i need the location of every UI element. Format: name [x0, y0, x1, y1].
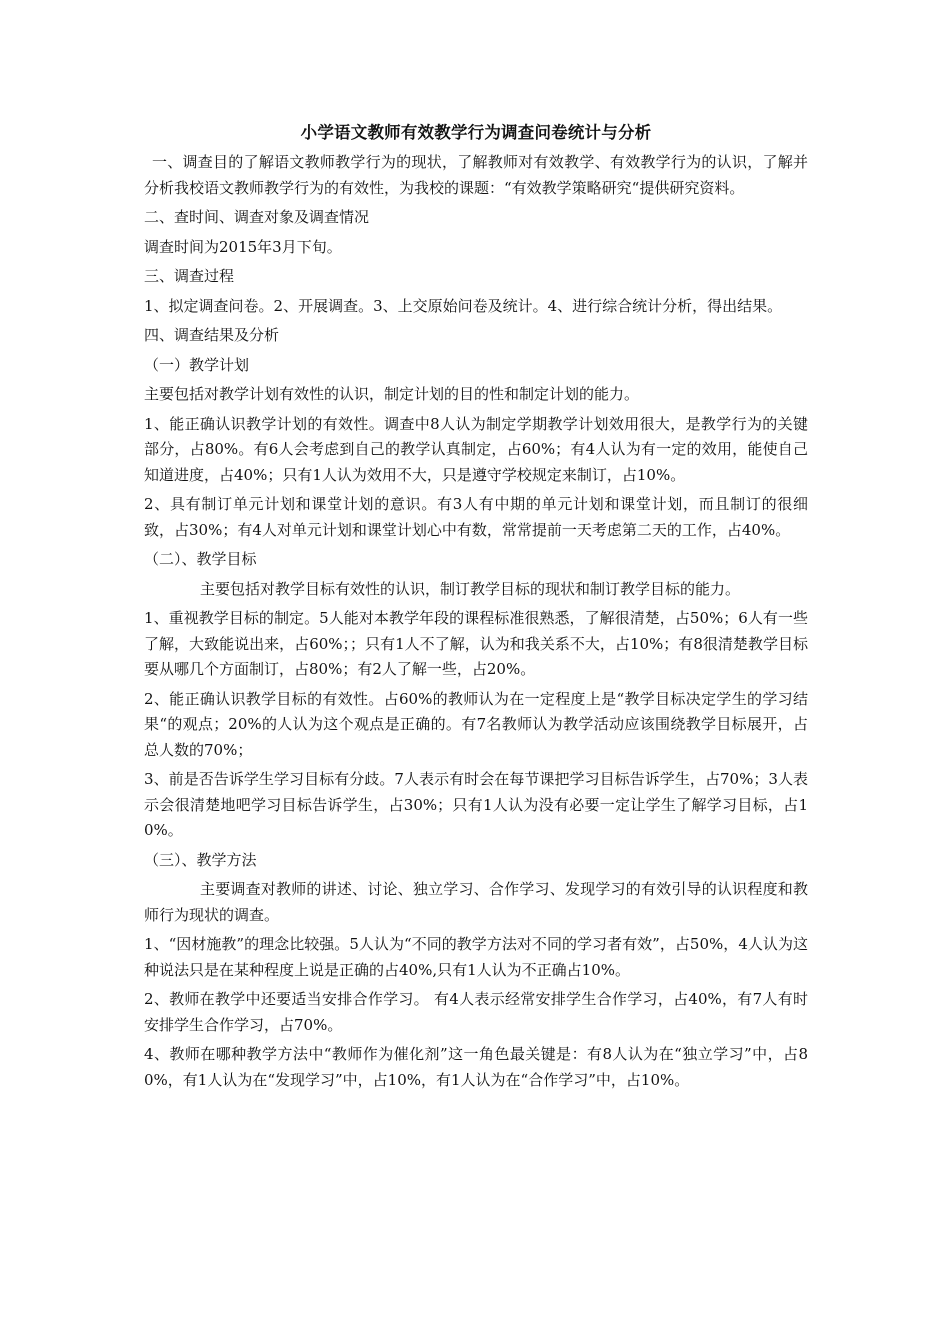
subsection-1-paragraph-1: 1、能正确认识教学计划的有效性。调查中8人认为制定学期教学计划效用很大，是教学行为的关键部分，占80%。有6人会考虑到自己的教学认真制定，占60%；有4人认为有一定的效用，能使自己知道进度，占40%；只有1人认为效用不大，只是遵守学校规定来制订，占10%。	[144, 414, 808, 484]
document-page	[144, 122, 808, 1097]
section-3-text: 1、拟定调查问卷。2、开展调查。3、上交原始问卷及统计。4、进行综合统计分析，得出结果。	[144, 296, 783, 315]
section-4-heading: 四、调查结果及分析	[144, 326, 280, 344]
subsection-3-paragraph-2: 2、教师在教学中还要适当安排合作学习。 有4人表示经常安排学生合作学习，占40%，有7人有时安排学生合作学习，占70%。	[144, 990, 808, 1034]
subsection-2-paragraph-3: 3、前是否告诉学生学习目标有分歧。7人表示有时会在每节课把学习目标告诉学生，占70%；3人表示会很清楚地吧学习目标告诉学生，占30%；只有1人认为没有必要一定让学生了解学习目标，占10%。	[144, 770, 808, 839]
subsection-1-heading: （一）教学计划	[144, 355, 250, 374]
subsection-2-paragraph-1: 1、重视教学目标的制定。5人能对本教学年段的课程标准很熟悉，了解很清楚，占50%；6人有一些了解，大致能说出来，占60%；；只有1人不了解，认为和我关系不大，占10%；有8很清楚教学目标要从哪几个方面制订，占80%；有2人了解一些，占20%。	[144, 609, 808, 678]
subsection-3-intro: 主要调查对教师的讲述、讨论、独立学习、合作学习、发现学习的有效引导的认识程度和教师行为现状的调查。	[144, 880, 808, 924]
subsection-2-paragraph-2: 2、能正确认识教学目标的有效性。占60%的教师认为在一定程度上是“教学目标决定学生的学习结果“的观点；20%的人认为这个观点是正确的。有7名教师认为教学活动应该围绕教学目标展开，占总人数的70%；	[144, 689, 808, 759]
subsection-2-intro: 主要包括对教学目标有效性的认识，制订教学目标的现状和制订教学目标的能力。	[200, 579, 741, 598]
subsection-3-heading: （三）、教学方法	[144, 850, 257, 869]
subsection-3-paragraph-4: 4、教师在哪种教学方法中“教师作为催化剂”这一角色最关键是：有8人认为在“独立学习”中，占80%，有1人认为在“发现学习”中，占10%，有1人认为在“合作学习”中，占10%。	[144, 1045, 808, 1089]
subsection-3-paragraph-1: 1、“因材施教”的理念比较强。5人认为“不同的教学方法对不同的学习者有效”，占50%，4人认为这种说法只是在某种程度上说是正确的占40%,只有1人认为不正确占10%。	[144, 935, 808, 979]
section-2-heading: 二、查时间、调查对象及调查情况	[144, 208, 370, 226]
subsection-1-intro: 主要包括对教学计划有效性的认识，制定计划的目的性和制定计划的能力。	[144, 385, 640, 403]
section-3-heading: 三、调查过程	[144, 267, 235, 285]
section-1-paragraph: 一、调查目的了解语文教师教学行为的现状，了解教师对有效教学、有效教学行为的认识，了解并分析我校语文教师教学行为的有效性，为我校的课题：“有效教学策略研究“提供研究资料。	[144, 153, 808, 197]
subsection-1-paragraph-2: 2、具有制订单元计划和课堂计划的意识。有3人有中期的单元计划和课堂计划，而且制订的很细致，占30%；有4人对单元计划和课堂计划心中有数，常常提前一天考虑第二天的工作，占40%。	[144, 495, 808, 539]
document-title: 小学语文教师有效教学行为调查问卷统计与分析	[300, 123, 652, 142]
subsection-2-heading: （二）、教学目标	[144, 550, 257, 568]
section-2-text: 调查时间为2015年3月下旬。	[144, 237, 342, 256]
